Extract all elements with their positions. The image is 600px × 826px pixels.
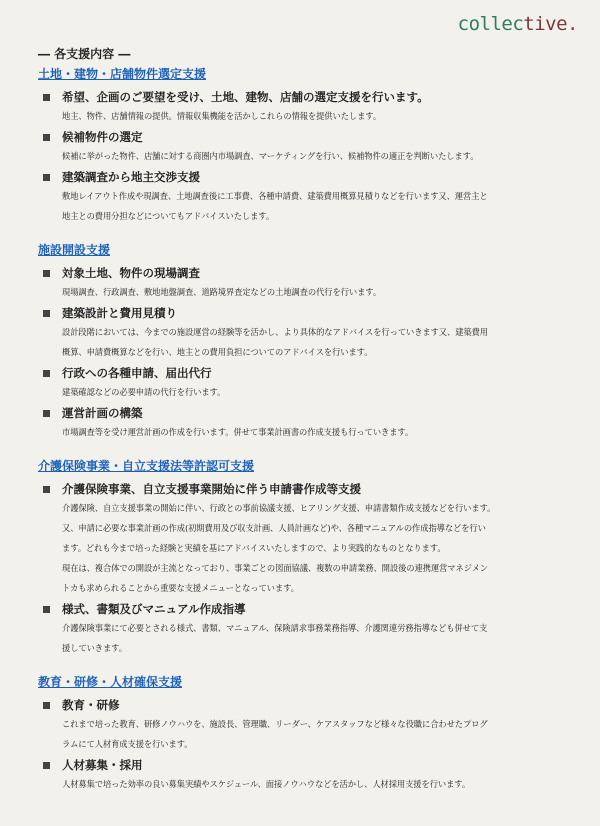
item-description <box>62 618 568 658</box>
item-heading <box>38 88 568 106</box>
square-bullet-icon <box>43 310 50 317</box>
logo-part-3: . <box>567 13 578 35</box>
description-line: 地主、物件、店舗情報の提供。情報収集機能を活かしこれらの情報を提供いたします。 <box>62 111 382 121</box>
item-description <box>62 146 568 166</box>
item-description <box>62 714 568 754</box>
item-heading-text: 建築調査から地主交渉支援 <box>62 170 200 184</box>
square-bullet-icon <box>43 762 50 769</box>
square-bullet-icon <box>43 174 50 181</box>
description-line: トカも求められることから重要な支援メニューとなっています。 <box>62 583 299 593</box>
description-line: 概算、申請費概算などを行い、地主との費用負担についてのアドバイスを行います。 <box>62 347 373 357</box>
description-line: 設計段階においては、今までの施設運営の経験等を活かし、より具体的なアドバイスを行っていきます又、建築費用 <box>62 327 488 337</box>
support-section <box>38 242 568 442</box>
item-heading-text: 行政への各種申請、届出代行 <box>62 366 212 380</box>
item-heading <box>38 304 568 322</box>
logo-part-2: tive <box>523 13 568 35</box>
square-bullet-icon <box>43 270 50 277</box>
item-description <box>62 498 568 598</box>
support-section <box>38 66 568 226</box>
description-line: 候補に挙がった物件、店舗に対する商圏内市場調査、マーケティングを行い、候補物件の適正を判断いたします。 <box>62 151 479 161</box>
section-title[interactable]: 介護保険事業・自立支援法等許認可支援 <box>38 459 255 473</box>
square-bullet-icon <box>43 486 50 493</box>
description-line: 市場調査等を受け運営計画の作成を行います。併せて事業計画書の作成支援も行っていきます。 <box>62 427 414 437</box>
item-heading-text: 候補物件の選定 <box>62 130 143 144</box>
section-title[interactable]: 教育・研修・人材確保支援 <box>38 675 183 689</box>
square-bullet-icon <box>43 702 50 709</box>
square-bullet-icon <box>43 606 50 613</box>
item-description <box>62 774 568 794</box>
item-heading <box>38 696 568 714</box>
item-heading <box>38 364 568 382</box>
description-line: これまで培った教育、研修ノウハウを、施設長、管理職、リーダー、ケアスタッフなど様々な役職に合わせたプログ <box>62 719 488 729</box>
company-logo <box>458 13 578 35</box>
section-title[interactable]: 施設開設支援 <box>38 243 111 257</box>
item-description <box>62 422 568 442</box>
item-heading <box>38 404 568 422</box>
item-heading-text: 様式、書類及びマニュアル作成指導 <box>62 602 246 616</box>
description-line: 介護保険、自立支援事業の開始に伴い、行政との事前協議支援、ヒアリング支援、申請書類作成支援などを行います。 <box>62 503 496 513</box>
description-line: ラムにて人材育成支援を行います。 <box>62 739 193 749</box>
support-section <box>38 674 568 794</box>
description-line: 現場調査、行政調査、敷地地盤調査、道路境界査定などの土地調査の代行を行います。 <box>62 287 382 297</box>
description-line: 又、申請に必要な事業計画の作成(初期費用及び収支計画、人員計画など)や、各種マニュアルの作成指導などを行い <box>62 523 486 533</box>
description-line: 敷地レイアウト作成や現調査、土地調査後に工事費、各種申請費、建築費用概算見積りなどを行います又、運営主と <box>62 191 488 201</box>
description-line: 地主との費用分担などについてもアドバイスいたします。 <box>62 211 275 221</box>
description-line: 援していきます。 <box>62 643 127 653</box>
item-heading-text: 運営計画の構築 <box>62 406 143 420</box>
square-bullet-icon <box>43 134 50 141</box>
item-heading-text: 人材募集・採用 <box>62 758 143 772</box>
item-description <box>62 186 568 226</box>
square-bullet-icon <box>43 94 50 101</box>
description-line: 人材募集で培った効率の良い募集実績やスケジュール、面接ノウハウなどを活かし、人材採用支援を行います。 <box>62 779 471 789</box>
item-heading <box>38 264 568 282</box>
description-line: 建築確認などの必要申請の代行を行います。 <box>62 387 226 397</box>
section-title[interactable]: 土地・建物・店舗物件選定支援 <box>38 67 207 81</box>
page-heading: ― 各支援内容 ― <box>38 47 131 61</box>
item-heading <box>38 600 568 618</box>
item-description <box>62 322 568 362</box>
item-heading-text: 建築設計と費用見積り <box>62 306 177 320</box>
content <box>38 66 568 810</box>
item-heading <box>38 128 568 146</box>
item-heading-text: 希望、企画のご要望を受け、土地、建物、店舗の選定支援を行います。 <box>62 90 429 104</box>
item-heading-text: 介護保険事業、自立支援事業開始に伴う申請書作成等支援 <box>62 482 361 496</box>
item-description <box>62 106 568 126</box>
item-heading <box>38 756 568 774</box>
item-heading-text: 教育・研修 <box>62 698 120 712</box>
item-heading <box>38 480 568 498</box>
description-line: ます。どれも今まで培った経験と実績を基にアドバイスいたしますので、より実践的なものとなります。 <box>62 543 446 553</box>
item-description <box>62 282 568 302</box>
square-bullet-icon <box>43 410 50 417</box>
item-heading-text: 対象土地、物件の現場調査 <box>62 266 200 280</box>
logo-part-1: collec <box>457 13 524 35</box>
description-line: 介護保険事業にて必要とされる様式、書類、マニュアル、保険請求事務業務指導、介護関連労務指導なども併せて支 <box>62 623 488 633</box>
support-section <box>38 458 568 658</box>
description-line: 現在は、複合体での開設が主流となっており、事業ごとの図面協議、複数の申請業務、開設後の連携運営マネジメン <box>62 563 488 573</box>
square-bullet-icon <box>43 370 50 377</box>
item-description <box>62 382 568 402</box>
item-heading <box>38 168 568 186</box>
